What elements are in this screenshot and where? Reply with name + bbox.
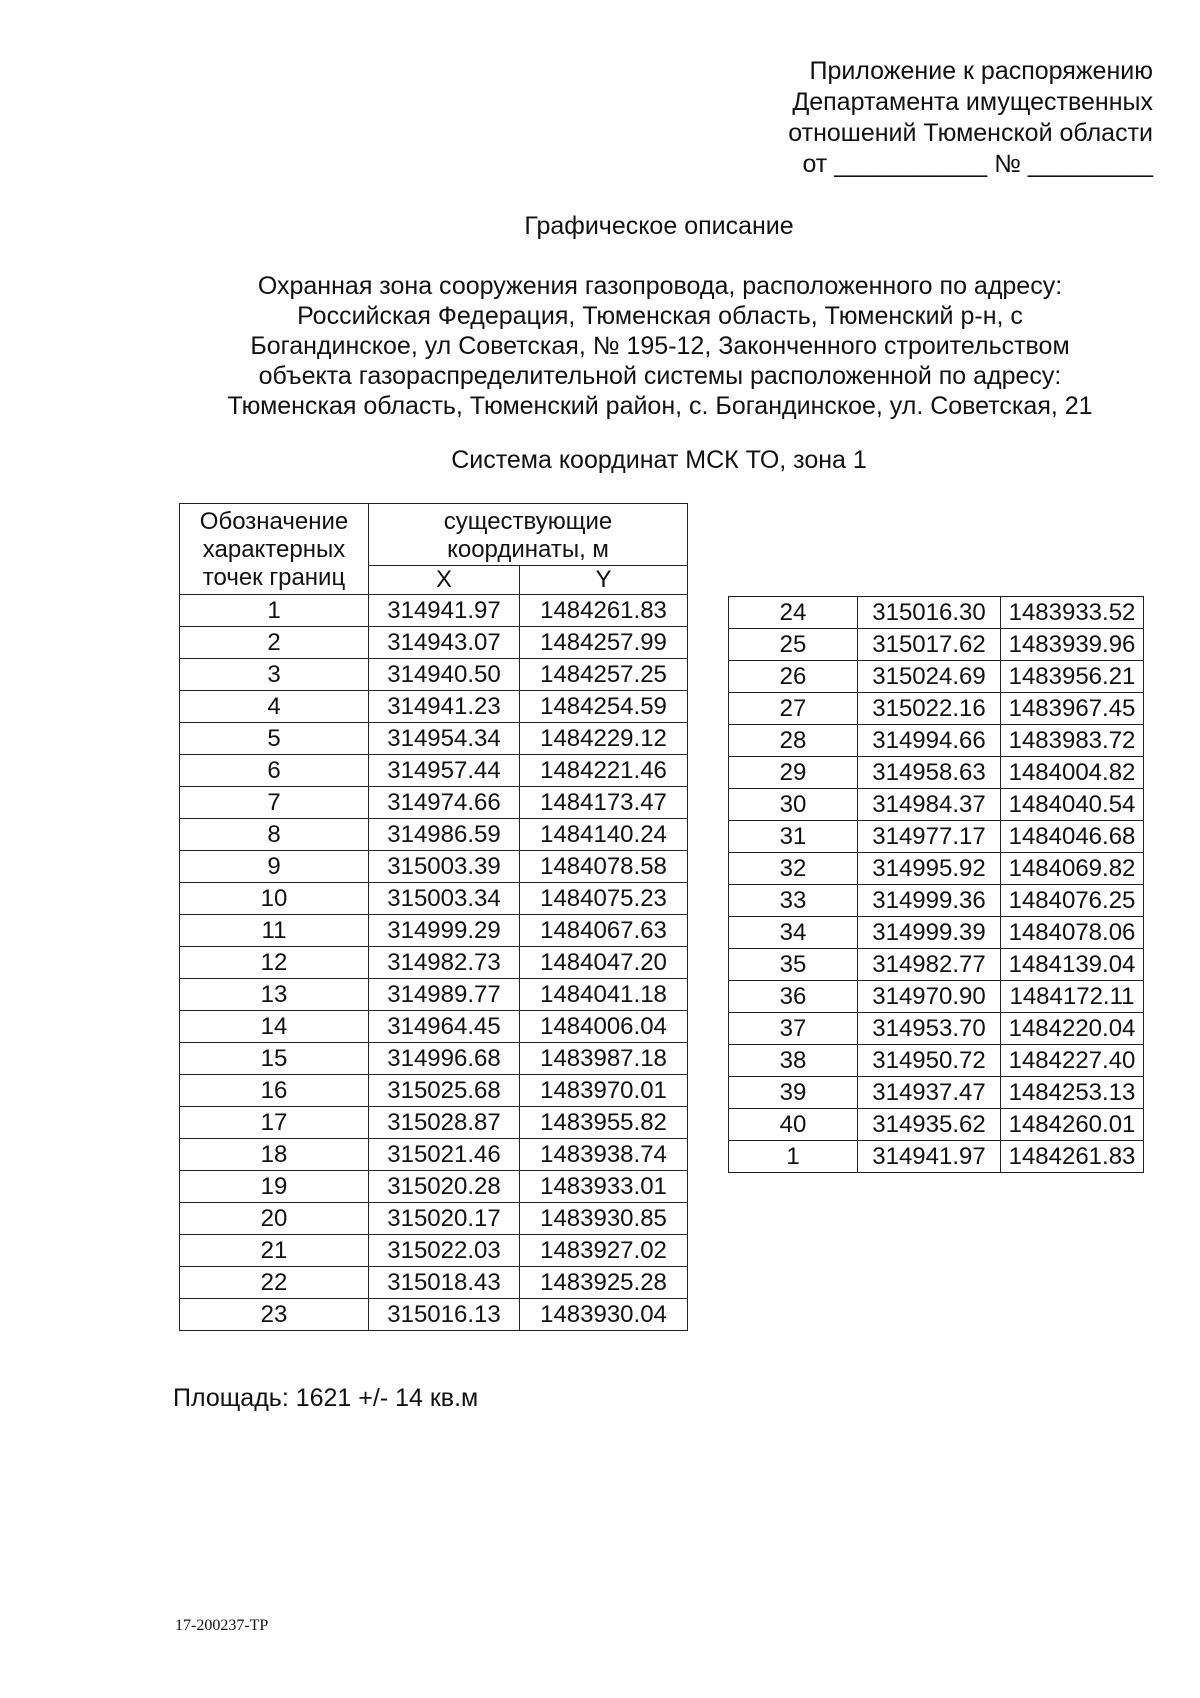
x-coordinate-cell: 314999.36 xyxy=(858,885,1001,917)
area-value: Площадь: 1621 +/- 14 кв.м xyxy=(173,1384,479,1412)
x-coordinate-cell: 315016.13 xyxy=(369,1299,520,1331)
table-row xyxy=(180,755,688,787)
y-coordinate-cell: 1484261.83 xyxy=(520,595,688,627)
x-coordinate-cell: 314950.72 xyxy=(858,1045,1001,1077)
y-coordinate-cell: 1483967.45 xyxy=(1001,693,1144,725)
point-number-cell: 37 xyxy=(729,1013,858,1045)
x-coordinate-cell: 315022.03 xyxy=(369,1235,520,1267)
x-coordinate-cell: 315016.30 xyxy=(858,597,1001,629)
table-row xyxy=(180,1139,688,1171)
point-number-cell: 32 xyxy=(729,853,858,885)
header-coords-line: существующие xyxy=(443,508,613,535)
header-label-line: характерных xyxy=(202,536,346,563)
x-coordinate-cell: 315003.39 xyxy=(369,851,520,883)
y-coordinate-cell: 1484172.11 xyxy=(1001,981,1144,1013)
table-row xyxy=(729,629,1144,661)
x-coordinate-cell: 315021.46 xyxy=(369,1139,520,1171)
point-number-cell: 23 xyxy=(180,1299,369,1331)
x-coordinate-cell: 314974.66 xyxy=(369,787,520,819)
table-row xyxy=(180,947,688,979)
y-coordinate-cell: 1483939.96 xyxy=(1001,629,1144,661)
x-coordinate-cell: 314941.97 xyxy=(858,1141,1001,1173)
y-coordinate-cell: 1483930.85 xyxy=(520,1203,688,1235)
point-number-cell: 10 xyxy=(180,883,369,915)
table-row xyxy=(180,1107,688,1139)
point-number-cell: 4 xyxy=(180,691,369,723)
x-coordinate-cell: 314984.37 xyxy=(858,789,1001,821)
table-row xyxy=(180,883,688,915)
point-number-cell: 6 xyxy=(180,755,369,787)
table-row xyxy=(180,819,688,851)
y-coordinate-cell: 1484257.25 xyxy=(520,659,688,691)
x-coordinate-cell: 314958.63 xyxy=(858,757,1001,789)
description-line: Российская Федерация, Тюменская область, Тюменский р-н, с xyxy=(297,302,1023,330)
y-coordinate-cell: 1483927.02 xyxy=(520,1235,688,1267)
header-point-label xyxy=(180,504,369,595)
x-coordinate-cell: 314995.92 xyxy=(858,853,1001,885)
x-coordinate-cell: 314941.23 xyxy=(369,691,520,723)
y-coordinate-cell: 1484261.83 xyxy=(1001,1141,1144,1173)
point-number-cell: 39 xyxy=(729,1077,858,1109)
point-number-cell: 22 xyxy=(180,1267,369,1299)
table-body-right xyxy=(729,597,1144,1173)
header-x: X xyxy=(369,565,520,594)
y-coordinate-cell: 1483987.18 xyxy=(520,1043,688,1075)
table-row xyxy=(729,1141,1144,1173)
table-row xyxy=(180,1203,688,1235)
point-number-cell: 7 xyxy=(180,787,369,819)
point-number-cell: 35 xyxy=(729,949,858,981)
point-number-cell: 24 xyxy=(729,597,858,629)
table-row xyxy=(729,1077,1144,1109)
x-coordinate-cell: 314940.50 xyxy=(369,659,520,691)
y-coordinate-cell: 1484047.20 xyxy=(520,947,688,979)
point-number-cell: 11 xyxy=(180,915,369,947)
coordinates-table-left xyxy=(179,503,688,1331)
table-row xyxy=(729,853,1144,885)
table-row xyxy=(180,1043,688,1075)
point-number-cell: 36 xyxy=(729,981,858,1013)
x-coordinate-cell: 315017.62 xyxy=(858,629,1001,661)
y-coordinate-cell: 1484220.04 xyxy=(1001,1013,1144,1045)
y-coordinate-cell: 1483970.01 xyxy=(520,1075,688,1107)
y-coordinate-cell: 1484076.25 xyxy=(1001,885,1144,917)
table-row xyxy=(180,915,688,947)
y-coordinate-cell: 1484139.04 xyxy=(1001,949,1144,981)
point-number-cell: 15 xyxy=(180,1043,369,1075)
x-coordinate-cell: 314953.70 xyxy=(858,1013,1001,1045)
x-coordinate-cell: 315022.16 xyxy=(858,693,1001,725)
x-coordinate-cell: 315020.28 xyxy=(369,1171,520,1203)
y-coordinate-cell: 1483930.04 xyxy=(520,1299,688,1331)
point-number-cell: 2 xyxy=(180,627,369,659)
y-coordinate-cell: 1484069.82 xyxy=(1001,853,1144,885)
y-coordinate-cell: 1483938.74 xyxy=(520,1139,688,1171)
table-row xyxy=(729,917,1144,949)
x-coordinate-cell: 315028.87 xyxy=(369,1107,520,1139)
point-number-cell: 33 xyxy=(729,885,858,917)
header-coordinates xyxy=(369,504,688,566)
document-title: Графическое описание xyxy=(524,212,794,240)
object-description xyxy=(190,271,1130,421)
table-row xyxy=(180,1171,688,1203)
table-row xyxy=(180,1075,688,1107)
point-number-cell: 26 xyxy=(729,661,858,693)
point-number-cell: 1 xyxy=(729,1141,858,1173)
point-number-cell: 1 xyxy=(180,595,369,627)
x-coordinate-cell: 315024.69 xyxy=(858,661,1001,693)
y-coordinate-cell: 1484173.47 xyxy=(520,787,688,819)
coordinates-table-right xyxy=(728,596,1144,1173)
y-coordinate-cell: 1483925.28 xyxy=(520,1267,688,1299)
point-number-cell: 19 xyxy=(180,1171,369,1203)
point-number-cell: 16 xyxy=(180,1075,369,1107)
y-coordinate-cell: 1484253.13 xyxy=(1001,1077,1144,1109)
point-number-cell: 25 xyxy=(729,629,858,661)
description-line: Охранная зона сооружения газопровода, расположенного по адресу: xyxy=(257,272,1063,300)
table-row xyxy=(729,949,1144,981)
table-row xyxy=(729,1045,1144,1077)
point-number-cell: 13 xyxy=(180,979,369,1011)
point-number-cell: 34 xyxy=(729,917,858,949)
x-coordinate-cell: 314986.59 xyxy=(369,819,520,851)
x-coordinate-cell: 314937.47 xyxy=(858,1077,1001,1109)
y-coordinate-cell: 1483933.52 xyxy=(1001,597,1144,629)
x-coordinate-cell: 314994.66 xyxy=(858,725,1001,757)
header-line: отношений Тюменской области xyxy=(788,119,1153,147)
y-coordinate-cell: 1484221.46 xyxy=(520,755,688,787)
x-coordinate-cell: 314954.34 xyxy=(369,723,520,755)
table-row xyxy=(729,821,1144,853)
y-coordinate-cell: 1484254.59 xyxy=(520,691,688,723)
table-row xyxy=(729,661,1144,693)
x-coordinate-cell: 315003.34 xyxy=(369,883,520,915)
point-number-cell: 31 xyxy=(729,821,858,853)
y-coordinate-cell: 1484040.54 xyxy=(1001,789,1144,821)
y-coordinate-cell: 1484260.01 xyxy=(1001,1109,1144,1141)
table-row xyxy=(180,691,688,723)
description-line: объекта газораспределительной системы расположенной по адресу: xyxy=(258,362,1062,390)
x-coordinate-cell: 314999.39 xyxy=(858,917,1001,949)
appendix-header xyxy=(733,56,1153,180)
table-row xyxy=(729,885,1144,917)
x-coordinate-cell: 314982.77 xyxy=(858,949,1001,981)
header-label-line: Обозначение xyxy=(199,508,349,535)
point-number-cell: 29 xyxy=(729,757,858,789)
point-number-cell: 5 xyxy=(180,723,369,755)
header-y: Y xyxy=(520,565,688,594)
y-coordinate-cell: 1484078.58 xyxy=(520,851,688,883)
x-coordinate-cell: 314941.97 xyxy=(369,595,520,627)
point-number-cell: 8 xyxy=(180,819,369,851)
table-row xyxy=(180,787,688,819)
x-coordinate-cell: 314982.73 xyxy=(369,947,520,979)
document-code: 17-200237-ТР xyxy=(175,1617,269,1634)
description-line: Тюменская область, Тюменский район, с. Богандинское, ул. Советская, 21 xyxy=(227,392,1093,420)
header-label-line: точек границ xyxy=(202,564,346,591)
table-row xyxy=(180,627,688,659)
y-coordinate-cell: 1484257.99 xyxy=(520,627,688,659)
header-coords-line: координаты, м xyxy=(447,536,609,563)
table-row xyxy=(729,597,1144,629)
y-coordinate-cell: 1483956.21 xyxy=(1001,661,1144,693)
y-coordinate-cell: 1484140.24 xyxy=(520,819,688,851)
y-coordinate-cell: 1483933.01 xyxy=(520,1171,688,1203)
header-line: Приложение к распоряжению xyxy=(809,57,1153,85)
x-coordinate-cell: 315025.68 xyxy=(369,1075,520,1107)
y-coordinate-cell: 1484041.18 xyxy=(520,979,688,1011)
x-coordinate-cell: 315018.43 xyxy=(369,1267,520,1299)
table-row xyxy=(729,725,1144,757)
table-row xyxy=(729,757,1144,789)
y-coordinate-cell: 1483955.82 xyxy=(520,1107,688,1139)
table-row xyxy=(180,1267,688,1299)
y-coordinate-cell: 1484004.82 xyxy=(1001,757,1144,789)
point-number-cell: 3 xyxy=(180,659,369,691)
y-coordinate-cell: 1484046.68 xyxy=(1001,821,1144,853)
point-number-cell: 18 xyxy=(180,1139,369,1171)
x-coordinate-cell: 314964.45 xyxy=(369,1011,520,1043)
coordinate-system-label: Система координат МСК ТО, зона 1 xyxy=(451,446,867,474)
table-row xyxy=(180,1235,688,1267)
point-number-cell: 30 xyxy=(729,789,858,821)
point-number-cell: 38 xyxy=(729,1045,858,1077)
description-line: Богандинское, ул Советская, № 195-12, Законченного строительством xyxy=(250,332,1070,360)
x-coordinate-cell: 314999.29 xyxy=(369,915,520,947)
y-coordinate-cell: 1484227.40 xyxy=(1001,1045,1144,1077)
y-coordinate-cell: 1484229.12 xyxy=(520,723,688,755)
table-row xyxy=(729,1109,1144,1141)
y-coordinate-cell: 1483983.72 xyxy=(1001,725,1144,757)
point-number-cell: 9 xyxy=(180,851,369,883)
table-row xyxy=(180,1299,688,1331)
table-row xyxy=(180,659,688,691)
table-body-left xyxy=(180,595,688,1331)
point-number-cell: 14 xyxy=(180,1011,369,1043)
table-row xyxy=(180,595,688,627)
x-coordinate-cell: 314977.17 xyxy=(858,821,1001,853)
point-number-cell: 12 xyxy=(180,947,369,979)
table-row xyxy=(729,693,1144,725)
point-number-cell: 28 xyxy=(729,725,858,757)
y-coordinate-cell: 1484075.23 xyxy=(520,883,688,915)
y-coordinate-cell: 1484006.04 xyxy=(520,1011,688,1043)
x-coordinate-cell: 314943.07 xyxy=(369,627,520,659)
table-row xyxy=(180,851,688,883)
table-row xyxy=(729,1013,1144,1045)
x-coordinate-cell: 315020.17 xyxy=(369,1203,520,1235)
table-row xyxy=(729,981,1144,1013)
table-row xyxy=(180,1011,688,1043)
point-number-cell: 20 xyxy=(180,1203,369,1235)
point-number-cell: 40 xyxy=(729,1109,858,1141)
y-coordinate-cell: 1484067.63 xyxy=(520,915,688,947)
y-coordinate-cell: 1484078.06 xyxy=(1001,917,1144,949)
x-coordinate-cell: 314935.62 xyxy=(858,1109,1001,1141)
point-number-cell: 17 xyxy=(180,1107,369,1139)
x-coordinate-cell: 314989.77 xyxy=(369,979,520,1011)
point-number-cell: 21 xyxy=(180,1235,369,1267)
header-line: Департамента имущественных xyxy=(792,88,1153,116)
point-number-cell: 27 xyxy=(729,693,858,725)
table-row xyxy=(180,723,688,755)
table-row xyxy=(180,979,688,1011)
header-date-number-line: от ___________ № _________ xyxy=(802,150,1153,178)
x-coordinate-cell: 314996.68 xyxy=(369,1043,520,1075)
x-coordinate-cell: 314957.44 xyxy=(369,755,520,787)
x-coordinate-cell: 314970.90 xyxy=(858,981,1001,1013)
table-row xyxy=(729,789,1144,821)
